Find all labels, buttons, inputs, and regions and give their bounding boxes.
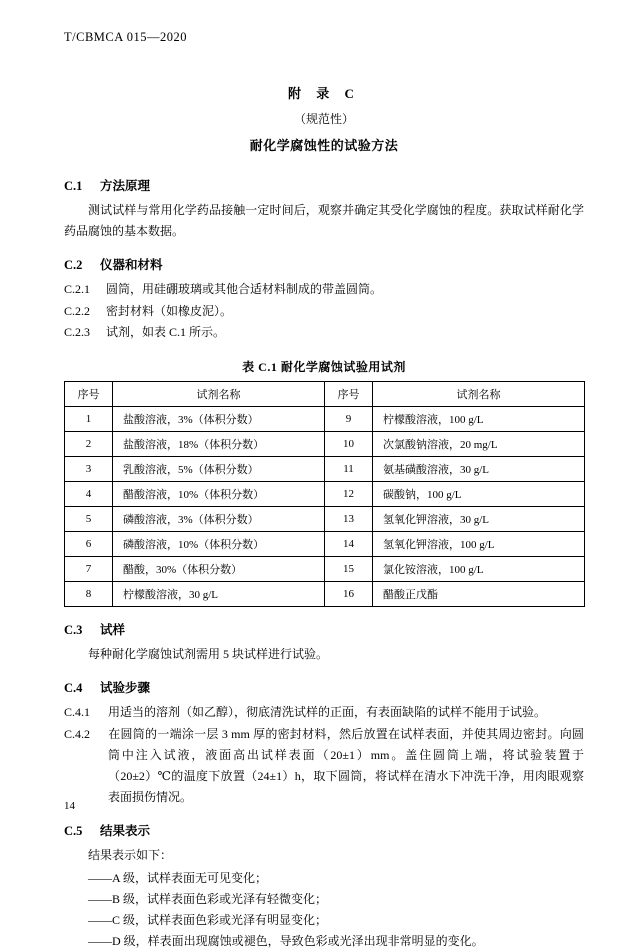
table-row [65, 506, 585, 531]
annex-name: 耐化学腐蚀性的试验方法 [249, 138, 399, 153]
table-cell-index: 15 [325, 556, 373, 581]
section-c5-lead: 结果表示如下： [88, 847, 173, 862]
table-caption: 表 C.1 耐化学腐蚀试验用试剂 [242, 359, 406, 374]
table-cell-reagent: 醋酸正戊酯 [373, 581, 585, 606]
table-cell-index: 13 [325, 506, 373, 531]
item-number: C.2.1 [64, 282, 91, 296]
item-number: C.2.2 [64, 303, 91, 318]
table-cell-reagent: 盐酸溶液，18%（体积分数） [113, 431, 325, 456]
section-c2-item [64, 322, 584, 344]
table-row [65, 431, 585, 456]
table-cell-reagent: 氢氧化钾溶液，100 g/L [373, 531, 585, 556]
table-cell-reagent: 碳酸钠，100 g/L [373, 481, 585, 506]
item-text: 密封材料（如橡皮泥）。 [106, 303, 233, 318]
table-row [65, 406, 585, 431]
table-cell-reagent: 氯化铵溶液，100 g/L [373, 556, 585, 581]
table-cell-index: 11 [325, 456, 373, 481]
section-c2-item [64, 279, 584, 301]
table-cell-reagent: 醋酸，30%（体积分数） [113, 556, 325, 581]
table-cell-index: 4 [65, 481, 113, 506]
table-cell-reagent: 乳酸溶液，5%（体积分数） [113, 456, 325, 481]
table-cell-reagent: 盐酸溶液，3%（体积分数） [113, 406, 325, 431]
table-cell-reagent: 氨基磺酸溶液，30 g/L [373, 456, 585, 481]
section-title-c2: 仪器和材料 [100, 258, 163, 272]
section-title-c5: 结果表示 [100, 823, 151, 838]
item-text: 用适当的溶剂（如乙醇），彻底清洗试样的正面，有表面缺陷的试样不能用于试验。 [108, 704, 547, 719]
table-row [65, 581, 585, 606]
table-header-row [65, 381, 585, 406]
item-number: C.2.3 [64, 325, 91, 340]
annex-heading-block [64, 83, 584, 154]
section-heading-c3 [64, 620, 584, 638]
section-heading-c1 [64, 176, 584, 194]
table-cell-index: 5 [65, 506, 113, 531]
section-c1-paragraph: 测试试样与常用化学药品接触一定时间后，观察并确定其受化学腐蚀的程度。获取试样耐化学药品腐蚀的基本数据。 [64, 203, 584, 238]
table-cell-index: 10 [325, 431, 373, 456]
table-row [65, 556, 585, 581]
section-title-c1: 方法原理 [100, 179, 151, 193]
table-cell-reagent: 磷酸溶液，3%（体积分数） [113, 506, 325, 531]
table-cell-reagent: 柠檬酸溶液，30 g/L [113, 581, 325, 606]
table-cell-reagent: 柠檬酸溶液，100 g/L [373, 406, 585, 431]
item-text: 试剂，如表 C.1 所示。 [106, 325, 226, 340]
annex-title: 附 录 C [288, 86, 360, 101]
table-row [65, 481, 585, 506]
section-number-c2: C.2 [64, 258, 83, 272]
table-cell-index: 7 [65, 556, 113, 581]
page-header: T/CBMCA 015—2020 [64, 30, 187, 44]
results-grade-list [64, 868, 584, 952]
item-text: 圆筒，用硅硼玻璃或其他合适材料制成的带盖圆筒。 [106, 282, 383, 296]
list-item: ——D 级，样表面出现腐蚀或褪色，导致色彩或光泽出现非常明显的变化。 [88, 933, 484, 948]
table-cell-index: 6 [65, 531, 113, 556]
table-header-cell: 序号 [65, 381, 113, 406]
section-title-c4: 试验步骤 [100, 680, 151, 695]
table-cell-index: 16 [325, 581, 373, 606]
table-cell-index: 12 [325, 481, 373, 506]
table-cell-index: 14 [325, 531, 373, 556]
section-number-c3: C.3 [64, 622, 83, 637]
section-c3-paragraph: 每种耐化学腐蚀试剂需用 5 块试样进行试验。 [88, 646, 329, 661]
section-heading-c4 [64, 678, 584, 696]
annex-subtitle: （规范性） [293, 112, 354, 126]
list-item: ——B 级，试样表面色彩或光泽有轻微变化； [88, 891, 328, 906]
table-cell-index: 3 [65, 456, 113, 481]
section-c4-item [64, 702, 584, 723]
list-item: ——A 级，试样表面无可见变化； [88, 870, 268, 885]
section-number-c1: C.1 [64, 179, 83, 193]
section-c2-item [64, 301, 584, 323]
section-heading-c2 [64, 255, 584, 273]
item-text: 在圆筒的一端涂一层 3 mm 厚的密封材料，然后放置在试样表面，并使其周边密封。向圆筒中注入试液，液面高出试样表面（20±1）mm。盖住圆筒上端，将试验装置于（20±2）℃的温度下放置（24±1）h，取下圆筒，将试样在清水下冲洗干净，用肉眼观察表面损伤情况。 [108, 726, 584, 804]
list-item: ——C 级，试样表面色彩或光泽有明显变化； [88, 912, 328, 927]
page-number: 14 [64, 800, 75, 812]
table-header-cell: 序号 [325, 381, 373, 406]
table-cell-reagent: 磷酸溶液，10%（体积分数） [113, 531, 325, 556]
item-number: C.4.2 [64, 726, 91, 741]
table-cell-reagent: 氢氧化钾溶液，30 g/L [373, 506, 585, 531]
section-title-c3: 试样 [100, 622, 126, 637]
table-cell-reagent: 次氯酸钠溶液，20 mg/L [373, 431, 585, 456]
table-cell-index: 1 [65, 406, 113, 431]
item-number: C.4.1 [64, 704, 91, 719]
table-row [65, 456, 585, 481]
section-number-c4: C.4 [64, 680, 83, 695]
table-cell-reagent: 醋酸溶液，10%（体积分数） [113, 481, 325, 506]
section-c4-item [64, 724, 584, 808]
table-cell-index: 8 [65, 581, 113, 606]
section-number-c5: C.5 [64, 823, 83, 838]
table-cell-index: 2 [65, 431, 113, 456]
reagents-table [64, 381, 585, 607]
table-header-cell: 试剂名称 [373, 381, 585, 406]
table-row [65, 531, 585, 556]
table-header-cell: 试剂名称 [113, 381, 325, 406]
table-cell-index: 9 [325, 406, 373, 431]
